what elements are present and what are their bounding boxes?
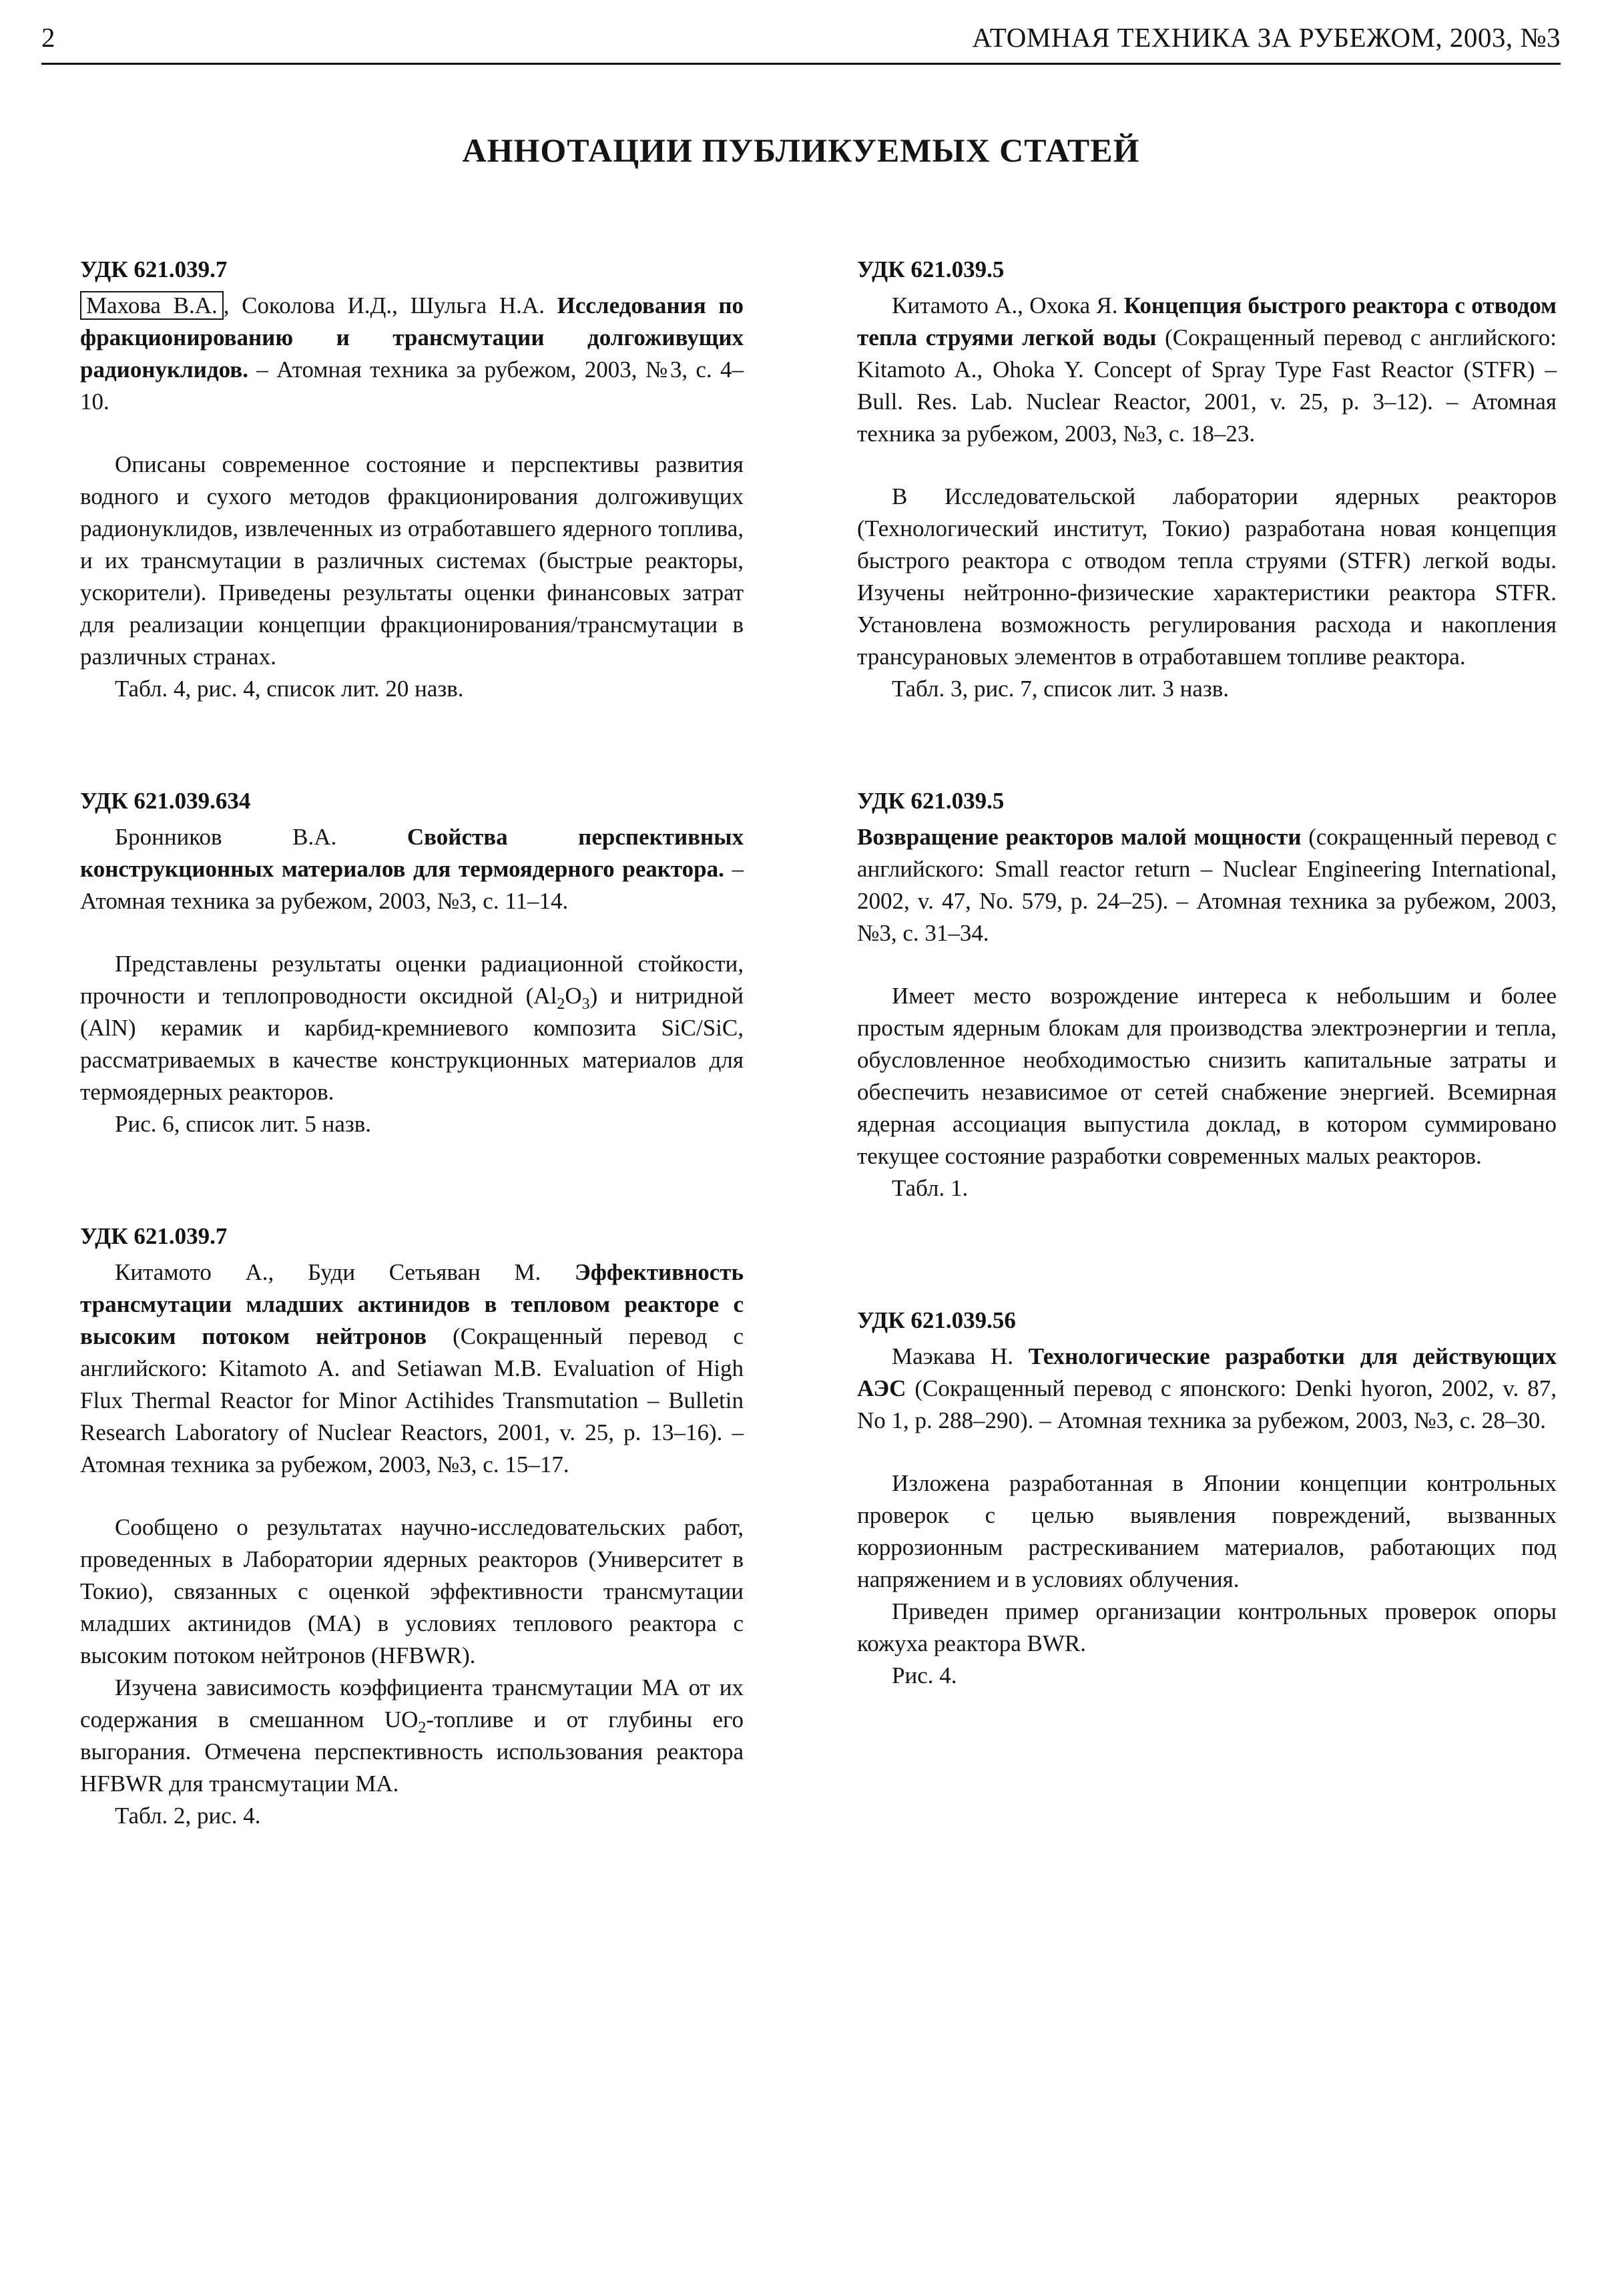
article-stats: Табл. 1. [892, 1175, 969, 1201]
article-authors: , Соколова И.Д., Шульга Н.А. [223, 292, 545, 318]
article-spacer [80, 1140, 744, 1220]
article-spacer [857, 1204, 1557, 1305]
article-abstract: В Исследовательской лаборатории ядерных реакторов (Технологический институт, Токио) разработана новая концепция быстрого реактора с отводом тепла струями (STFR) легкой воды. Изучены нейтронно-физические характеристики реактора STFR. Установлена возможность регулирования расхода и накопления трансурановых элементов в отработавшем топливе реактора. [857, 483, 1557, 670]
author-boxed: Махова В.А. [80, 291, 224, 320]
right-column [857, 254, 1557, 1692]
page-number: 2 [41, 22, 55, 53]
article-stats: Табл. 2, рис. 4. [115, 1803, 261, 1829]
article-5 [857, 785, 1557, 1204]
article-reference [857, 290, 1557, 450]
article-abstract: Сообщено о результатах научно-исследовательских работ, проведенных в Лаборатории ядерных реакторов (Университет в Токио), связанных с оценкой эффективности трансмутации младших актинидов (МА) в условиях теплового реактора с высоким потоком нейтронов (HFBWR). [80, 1514, 744, 1668]
article-6 [857, 1305, 1557, 1692]
article-3 [80, 1220, 744, 1832]
abstract-text: -топливе и от глубины его выгорания. Отмечена перспективность использования реактора HFBWR для трансмутации МА. [80, 1706, 744, 1797]
subscript: 2 [557, 995, 565, 1013]
article-source: (Сокращенный перевод с английского: Kitamoto A. and Setiawan M.B. Evaluation of High Flux Thermal Reactor for Minor Actihides Transmutation – Bulletin Research Laboratory of Nuclear Reactors, 2001, v. 25, p. 13–16). – Атомная техника за рубежом, 2003, №3, с. 15–17. [80, 1323, 744, 1477]
article-abstract: Описаны современное состояние и перспективы развития водного и сухого методов фракционирования долгоживущих радионуклидов, извлеченных из отработавшего ядерного топлива, и их трансмутации в различных системах (быстрые реакторы, ускорители). Приведены результаты оценки финансовых затрат для реализации концепции фракционирования/трансмутации в различных странах. [80, 451, 744, 670]
article-reference [80, 290, 744, 418]
subscript: 3 [581, 995, 590, 1013]
abstract-text: O [565, 983, 582, 1009]
udk-code: УДК 621.039.56 [857, 1307, 1016, 1333]
article-abstract [80, 948, 744, 1108]
article-title: Свойства перспективных конструкционных материалов для термоядерного реактора. [80, 824, 744, 882]
article-abstract: Изложена разработанная в Японии концепции контрольных проверок с целью выявления повреждений, вызванных коррозионным растрескиванием материалов, работающих под напряжением и в условиях облучения. [857, 1470, 1557, 1592]
header-rule [41, 63, 1561, 65]
left-column [80, 254, 744, 1832]
article-title: Исследования по фракционированию и трансмутации долгоживущих радионуклидов. [80, 292, 744, 383]
udk-code: УДК 621.039.634 [80, 788, 251, 814]
article-1 [80, 254, 744, 705]
article-stats: Табл. 4, рис. 4, список лит. 20 назв. [115, 676, 464, 702]
article-title: Эффективность трансмутации младших актинидов в тепловом реакторе с высоким потоком нейтронов [80, 1259, 744, 1349]
article-4 [857, 254, 1557, 705]
article-spacer [80, 705, 744, 785]
article-abstract [80, 1672, 744, 1800]
article-authors: Китамото А., Буди Сетьяван М. [115, 1259, 541, 1285]
abstract-text: Представлены результаты оценки радиационной стойкости, прочности и теплопроводности оксидной (Al [80, 951, 744, 1009]
article-authors: Маэкава Н. [892, 1343, 1014, 1369]
page-title: АННОТАЦИИ ПУБЛИКУЕМЫХ СТАТЕЙ [462, 132, 1140, 169]
article-abstract: Приведен пример организации контрольных проверок опоры кожуха реактора BWR. [857, 1598, 1557, 1656]
article-source: (Сокращенный перевод с английского: Kitamoto A., Ohoka Y. Concept of Spray Type Fast Reactor (STFR) – Bull. Res. Lab. Nuclear Reactor, 2001, v. 25, p. 3–12). – Атомная техника за рубежом, 2003, №3, с. 18–23. [857, 324, 1557, 447]
udk-code: УДК 621.039.7 [80, 256, 228, 282]
article-title: Концепция быстрого реактора с отводом тепла струями легкой воды [857, 292, 1557, 351]
article-source: – Атомная техника за рубежом, 2003, №3, с. 11–14. [80, 856, 744, 914]
article-reference [80, 1256, 744, 1481]
article-reference [80, 821, 744, 917]
article-reference [857, 821, 1557, 949]
article-spacer [857, 705, 1557, 785]
article-stats: Рис. 6, список лит. 5 назв. [115, 1111, 371, 1137]
article-authors: Бронников В.А. [115, 824, 337, 850]
udk-code: УДК 621.039.5 [857, 788, 1005, 814]
udk-code: УДК 621.039.5 [857, 256, 1005, 282]
article-title: Технологические разработки для действующих АЭС [857, 1343, 1557, 1401]
article-stats: Табл. 3, рис. 7, список лит. 3 назв. [892, 676, 1229, 702]
running-header: АТОМНАЯ ТЕХНИКА ЗА РУБЕЖОМ, 2003, №3 [972, 22, 1561, 53]
article-reference [857, 1341, 1557, 1437]
article-source: – Атомная техника за рубежом, 2003, №3, с. 4–10. [80, 357, 744, 415]
abstract-text: Изучена зависимость коэффициента трансмутации МА от их содержания в смешанном UO [80, 1674, 744, 1733]
article-authors: Китамото А., Охока Я. [892, 292, 1118, 318]
article-source: (сокращенный перевод с английского: Small reactor return – Nuclear Engineering International, 2002, v. 47, No. 579, p. 24–25). – Атомная техника за рубежом, 2003, №3, с. 31–34. [857, 824, 1557, 946]
article-title: Возвращение реакторов малой мощности [857, 824, 1302, 850]
subscript: 2 [418, 1719, 427, 1737]
udk-code: УДК 621.039.7 [80, 1223, 228, 1249]
abstract-text: ) и нитридной (AlN) керамик и карбид-кремниевого композита SiC/SiC, рассматриваемых в качестве конструкционных материалов для термоядерных реакторов. [80, 983, 744, 1105]
article-abstract: Имеет место возрождение интереса к небольшим и более простым ядерным блокам для производства электроэнергии и тепла, обусловленное необходимостью снизить капитальные затраты и обеспечить независимое от сетей снабжение энергией. Всемирная ядерная ассоциация выпустила доклад, в котором суммировано текущее состояние разработки современных малых реакторов. [857, 983, 1557, 1169]
article-2 [80, 785, 744, 1140]
article-stats: Рис. 4. [892, 1662, 957, 1688]
article-source: (Сокращенный перевод с японского: Denki hyoron, 2002, v. 87, No 1, p. 288–290). – Атомная техника за рубежом, 2003, №3, с. 28–30. [857, 1375, 1557, 1433]
